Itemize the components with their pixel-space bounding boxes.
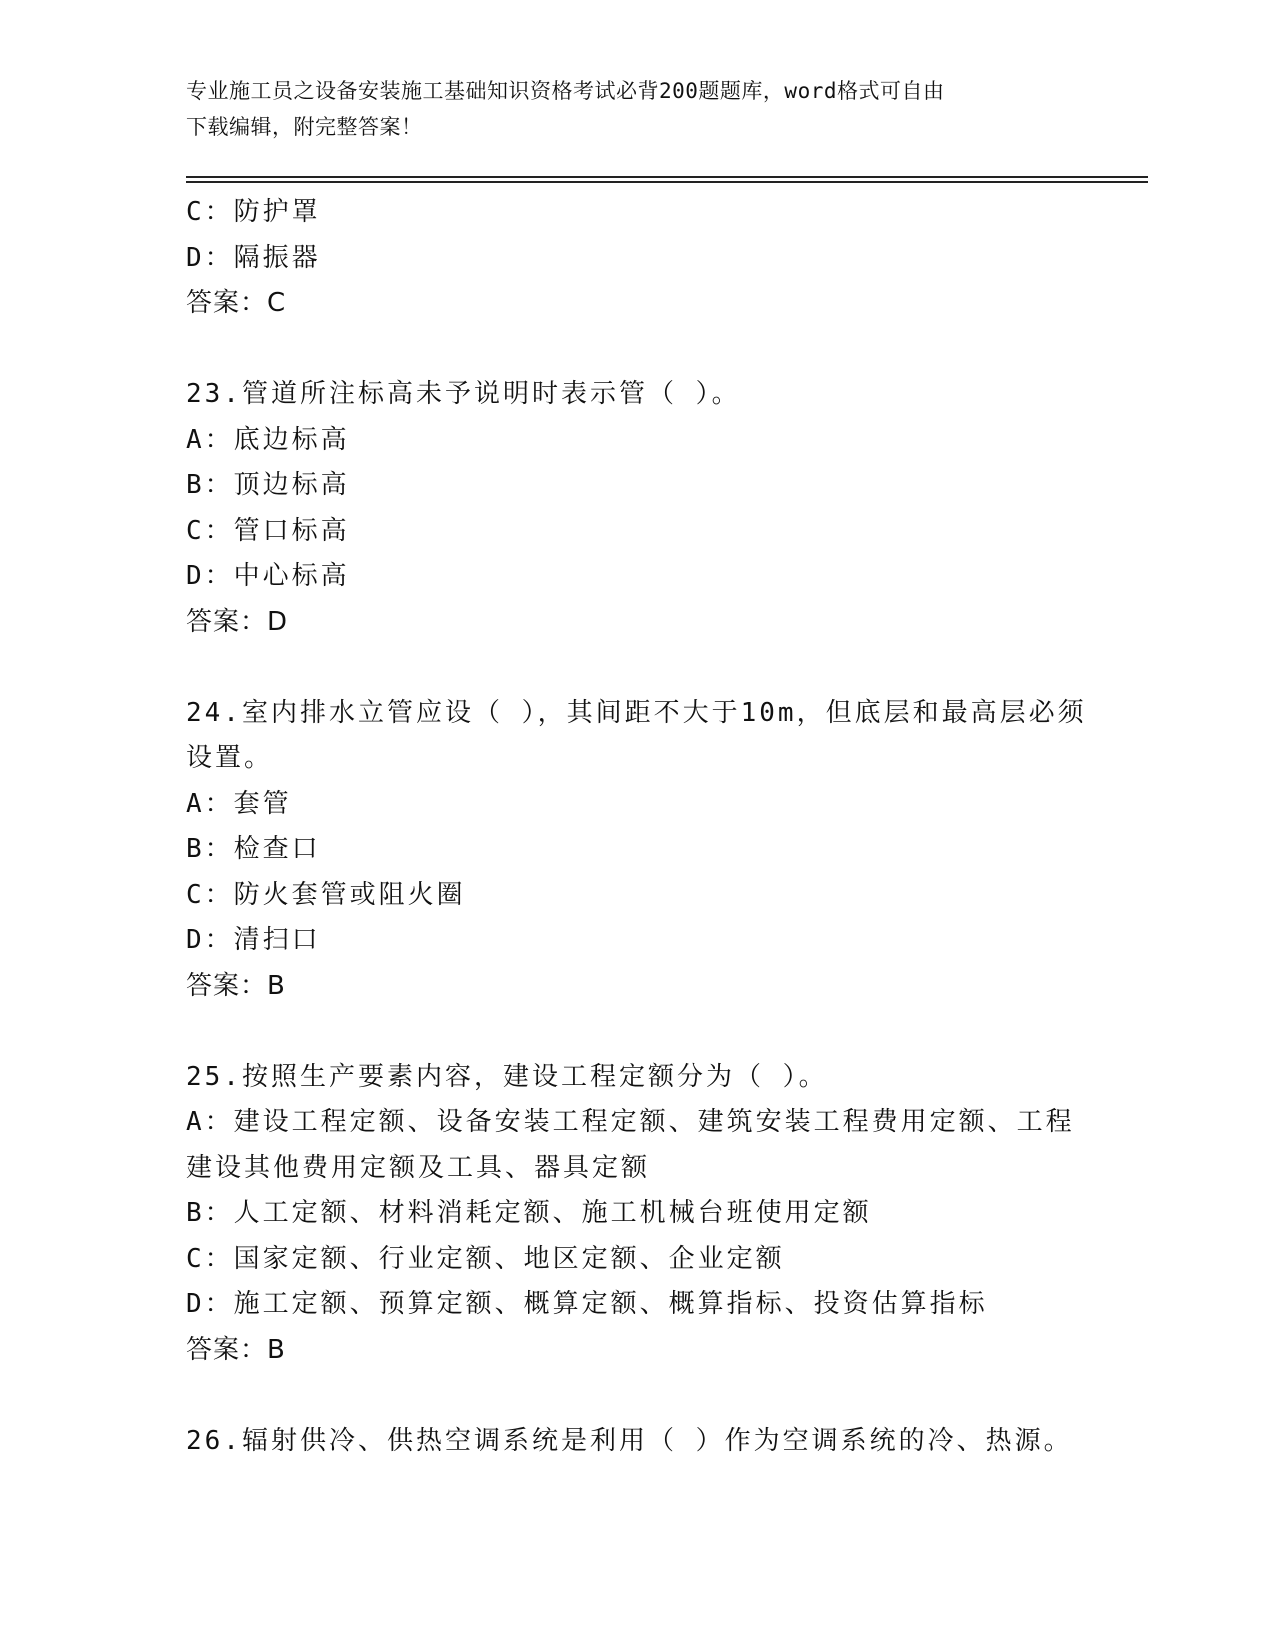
question-text: 26.辐射供冷、供热空调系统是利用（ ）作为空调系统的冷、热源。 bbox=[186, 1425, 1073, 1456]
option-a: A：底边标高 bbox=[186, 424, 350, 455]
question-22 bbox=[186, 190, 1086, 327]
question-text: 23.管道所注标高未予说明时表示管（ ）。 bbox=[186, 379, 741, 409]
question-24 bbox=[186, 691, 1086, 1010]
question-text: 25.按照生产要素内容，建设工程定额分为（ ）。 bbox=[186, 1061, 828, 1092]
option-a-line-1: A：建设工程定额、设备安装工程定额、建筑安装工程费用定额、工程 bbox=[186, 1107, 1075, 1137]
spacer bbox=[186, 645, 1086, 691]
answer: 答案：B bbox=[186, 970, 286, 1001]
document-header bbox=[186, 73, 1086, 145]
option-d: D：中心标高 bbox=[186, 561, 350, 591]
header-line-2: 下载编辑，附完整答案！ bbox=[186, 115, 423, 139]
header-divider-top bbox=[186, 176, 1148, 178]
option-d: D：清扫口 bbox=[186, 925, 321, 955]
answer: 答案：D bbox=[186, 606, 289, 637]
question-text-line-2: 设置。 bbox=[186, 743, 274, 773]
option-a-line-2: 建设其他费用定额及工具、器具定额 bbox=[186, 1152, 651, 1183]
option-c: C：防护罩 bbox=[186, 197, 321, 227]
option-c: C：防火套管或阻火圈 bbox=[186, 879, 466, 910]
option-a: A：套管 bbox=[186, 788, 292, 819]
question-26 bbox=[186, 1419, 1086, 1465]
question-text-line-1: 24.室内排水立管应设（ ），其间距不大于10m，但底层和最高层必须 bbox=[186, 697, 1087, 728]
question-23 bbox=[186, 372, 1086, 645]
question-25 bbox=[186, 1055, 1086, 1374]
option-b: B：检查口 bbox=[186, 834, 321, 864]
header-divider-bottom bbox=[186, 181, 1148, 183]
option-c: C：国家定额、行业定额、地区定额、企业定额 bbox=[186, 1243, 785, 1274]
answer: 答案：B bbox=[186, 1334, 286, 1365]
option-d: D：隔振器 bbox=[186, 242, 321, 273]
option-b: B：人工定额、材料消耗定额、施工机械台班使用定额 bbox=[186, 1198, 872, 1228]
option-d: D：施工定额、预算定额、概算定额、概算指标、投资估算指标 bbox=[186, 1289, 988, 1319]
question-list bbox=[186, 190, 1086, 1464]
answer: 答案：C bbox=[186, 288, 287, 318]
option-c: C：管口标高 bbox=[186, 515, 350, 546]
spacer bbox=[186, 327, 1086, 373]
header-line-1: 专业施工员之设备安装施工基础知识资格考试必背200题题库，word格式可自由 bbox=[186, 79, 945, 103]
spacer bbox=[186, 1373, 1086, 1419]
option-b: B：顶边标高 bbox=[186, 470, 350, 500]
spacer bbox=[186, 1009, 1086, 1055]
